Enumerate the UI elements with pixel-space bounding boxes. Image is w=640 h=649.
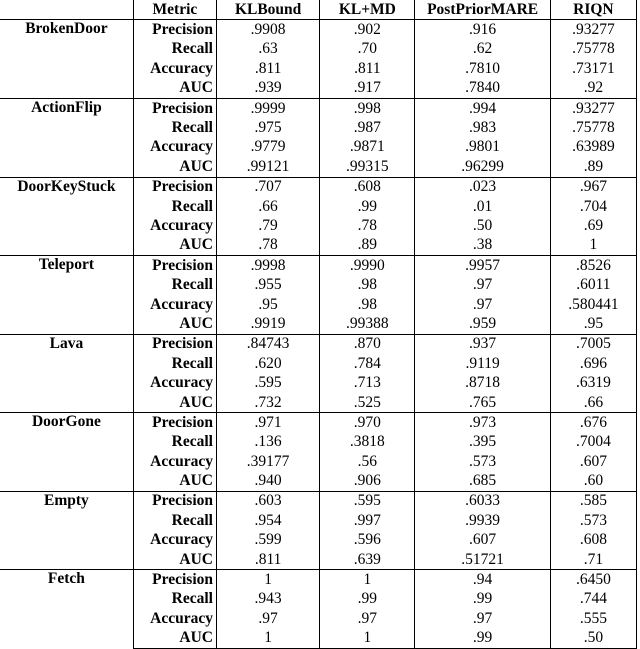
value-cell: .71 [550,550,636,570]
value-cell: .01 [415,197,550,216]
metric-label: Precision [133,570,216,590]
value-cell: .95 [217,295,320,314]
metric-label: AUC [133,157,216,177]
table-row [0,177,637,197]
value-cell: .63 [217,40,320,59]
value-cell: .99 [320,590,415,609]
header-metric: Metric [133,0,216,20]
value-cell: .60 [550,471,636,491]
metric-label: Precision [133,20,216,40]
value-cell: .99 [415,590,550,609]
value-cell: .970 [320,413,415,433]
metric-label: AUC [133,314,216,334]
value-cell: .973 [415,413,550,433]
value-cell: .8526 [550,256,636,276]
table-row [0,570,637,590]
environment-label: DoorKeyStuck [0,177,133,256]
metric-label: Recall [133,511,216,530]
value-cell: .595 [320,491,415,511]
metric-label: Recall [133,118,216,137]
value-cell: .620 [217,354,320,373]
value-cell: .62 [415,40,550,59]
value-cell: .66 [217,197,320,216]
value-cell: .6033 [415,491,550,511]
value-cell: .608 [550,531,636,550]
value-cell: .97 [320,609,415,628]
value-cell: .967 [550,177,636,197]
table-row [0,491,637,511]
value-cell: .89 [320,236,415,256]
value-cell: .9999 [217,98,320,118]
metric-label: AUC [133,629,216,649]
value-cell: .99315 [320,157,415,177]
metric-label: AUC [133,393,216,413]
metric-label: AUC [133,550,216,570]
value-cell: .608 [320,177,415,197]
value-cell: .70 [320,40,415,59]
value-cell: .943 [217,590,320,609]
value-cell: .971 [217,413,320,433]
header-klbound: KLBound [217,0,320,20]
value-cell: .023 [415,177,550,197]
metric-label: Accuracy [133,531,216,550]
table-header [0,0,637,20]
header-riqn: RIQN [550,0,636,20]
table-row [0,256,637,276]
value-cell: .707 [217,177,320,197]
value-cell: .765 [415,393,550,413]
value-cell: .595 [217,373,320,392]
table-body [0,20,637,649]
value-cell: .599 [217,531,320,550]
value-cell: .9939 [415,511,550,530]
metric-label: Accuracy [133,59,216,78]
value-cell: .744 [550,590,636,609]
value-cell: .73171 [550,59,636,78]
metric-label: Precision [133,413,216,433]
value-cell: .99 [415,629,550,649]
metric-label: Recall [133,590,216,609]
value-cell: .998 [320,98,415,118]
value-cell: .902 [320,20,415,40]
metric-label: Recall [133,354,216,373]
value-cell: .51721 [415,550,550,570]
value-cell: .395 [415,433,550,452]
value-cell: .607 [550,452,636,471]
metric-label: Precision [133,98,216,118]
value-cell: .50 [415,216,550,235]
value-cell: .9919 [217,314,320,334]
value-cell: 1 [217,629,320,649]
value-cell: .9908 [217,20,320,40]
metric-label: Recall [133,197,216,216]
value-cell: .99 [320,197,415,216]
value-cell: .89 [550,157,636,177]
value-cell: .56 [320,452,415,471]
value-cell: .870 [320,334,415,354]
value-cell: .96299 [415,157,550,177]
metric-label: Recall [133,275,216,294]
value-cell: .994 [415,98,550,118]
value-cell: .98 [320,275,415,294]
value-cell: .811 [217,550,320,570]
metric-label: Precision [133,177,216,197]
value-cell: .596 [320,531,415,550]
value-cell: .704 [550,197,636,216]
header-row [0,0,637,20]
value-cell: .784 [320,354,415,373]
value-cell: .676 [550,413,636,433]
metric-label: AUC [133,471,216,491]
value-cell: .3818 [320,433,415,452]
value-cell: .97 [415,609,550,628]
value-cell: .811 [320,59,415,78]
value-cell: .916 [415,20,550,40]
value-cell: .696 [550,354,636,373]
metric-label: Precision [133,256,216,276]
value-cell: .937 [415,334,550,354]
metric-label: Accuracy [133,609,216,628]
value-cell: .732 [217,393,320,413]
value-cell: .9998 [217,256,320,276]
environment-label: BrokenDoor [0,20,133,99]
value-cell: .75778 [550,40,636,59]
value-cell: .955 [217,275,320,294]
environment-label: Fetch [0,570,133,649]
value-cell: .573 [550,511,636,530]
value-cell: .954 [217,511,320,530]
value-cell: .97 [415,275,550,294]
value-cell: .555 [550,609,636,628]
value-cell: .63989 [550,138,636,157]
value-cell: .983 [415,118,550,137]
metric-label: Recall [133,40,216,59]
value-cell: .78 [320,216,415,235]
value-cell: .93277 [550,98,636,118]
value-cell: .6450 [550,570,636,590]
value-cell: .9990 [320,256,415,276]
value-cell: .6319 [550,373,636,392]
value-cell: .607 [415,531,550,550]
table-row [0,98,637,118]
value-cell: .7004 [550,433,636,452]
value-cell: .959 [415,314,550,334]
value-cell: 1 [550,236,636,256]
value-cell: .69 [550,216,636,235]
metric-label: Accuracy [133,138,216,157]
value-cell: .97 [217,609,320,628]
environment-label: Empty [0,491,133,570]
value-cell: .9779 [217,138,320,157]
value-cell: .713 [320,373,415,392]
value-cell: .975 [217,118,320,137]
value-cell: .580441 [550,295,636,314]
value-cell: .84743 [217,334,320,354]
value-cell: 1 [217,570,320,590]
table-row [0,413,637,433]
value-cell: .94 [415,570,550,590]
value-cell: .78 [217,236,320,256]
header-postpriormare: PostPriorMARE [415,0,550,20]
value-cell: .136 [217,433,320,452]
metric-label: Accuracy [133,295,216,314]
value-cell: .7810 [415,59,550,78]
value-cell: .93277 [550,20,636,40]
value-cell: .66 [550,393,636,413]
value-cell: .685 [415,471,550,491]
value-cell: .97 [415,295,550,314]
value-cell: .939 [217,79,320,99]
environment-label: ActionFlip [0,98,133,177]
value-cell: .940 [217,471,320,491]
value-cell: .79 [217,216,320,235]
environment-label: Lava [0,334,133,413]
table-row [0,20,637,40]
value-cell: .603 [217,491,320,511]
value-cell: .639 [320,550,415,570]
value-cell: .95 [550,314,636,334]
value-cell: 1 [320,629,415,649]
value-cell: .75778 [550,118,636,137]
value-cell: .9119 [415,354,550,373]
table-row [0,334,637,354]
metric-label: Precision [133,491,216,511]
environment-label: Teleport [0,256,133,335]
value-cell: .9871 [320,138,415,157]
value-cell: .6011 [550,275,636,294]
value-cell: .525 [320,393,415,413]
metric-label: Accuracy [133,452,216,471]
value-cell: 1 [320,570,415,590]
value-cell: .906 [320,471,415,491]
value-cell: .917 [320,79,415,99]
header-environment [0,0,133,20]
value-cell: .50 [550,629,636,649]
metric-label: Accuracy [133,216,216,235]
value-cell: .9957 [415,256,550,276]
metric-label: Precision [133,334,216,354]
value-cell: .99388 [320,314,415,334]
metric-label: Accuracy [133,373,216,392]
value-cell: .92 [550,79,636,99]
metric-label: Recall [133,433,216,452]
environment-label: DoorGone [0,413,133,492]
value-cell: .7840 [415,79,550,99]
value-cell: .98 [320,295,415,314]
value-cell: .811 [217,59,320,78]
value-cell: .8718 [415,373,550,392]
value-cell: .585 [550,491,636,511]
value-cell: .38 [415,236,550,256]
value-cell: .99121 [217,157,320,177]
value-cell: .997 [320,511,415,530]
header-kl-md: KL+MD [320,0,415,20]
value-cell: .7005 [550,334,636,354]
value-cell: .573 [415,452,550,471]
value-cell: .39177 [217,452,320,471]
metric-label: AUC [133,236,216,256]
value-cell: .9801 [415,138,550,157]
value-cell: .987 [320,118,415,137]
metric-label: AUC [133,79,216,99]
